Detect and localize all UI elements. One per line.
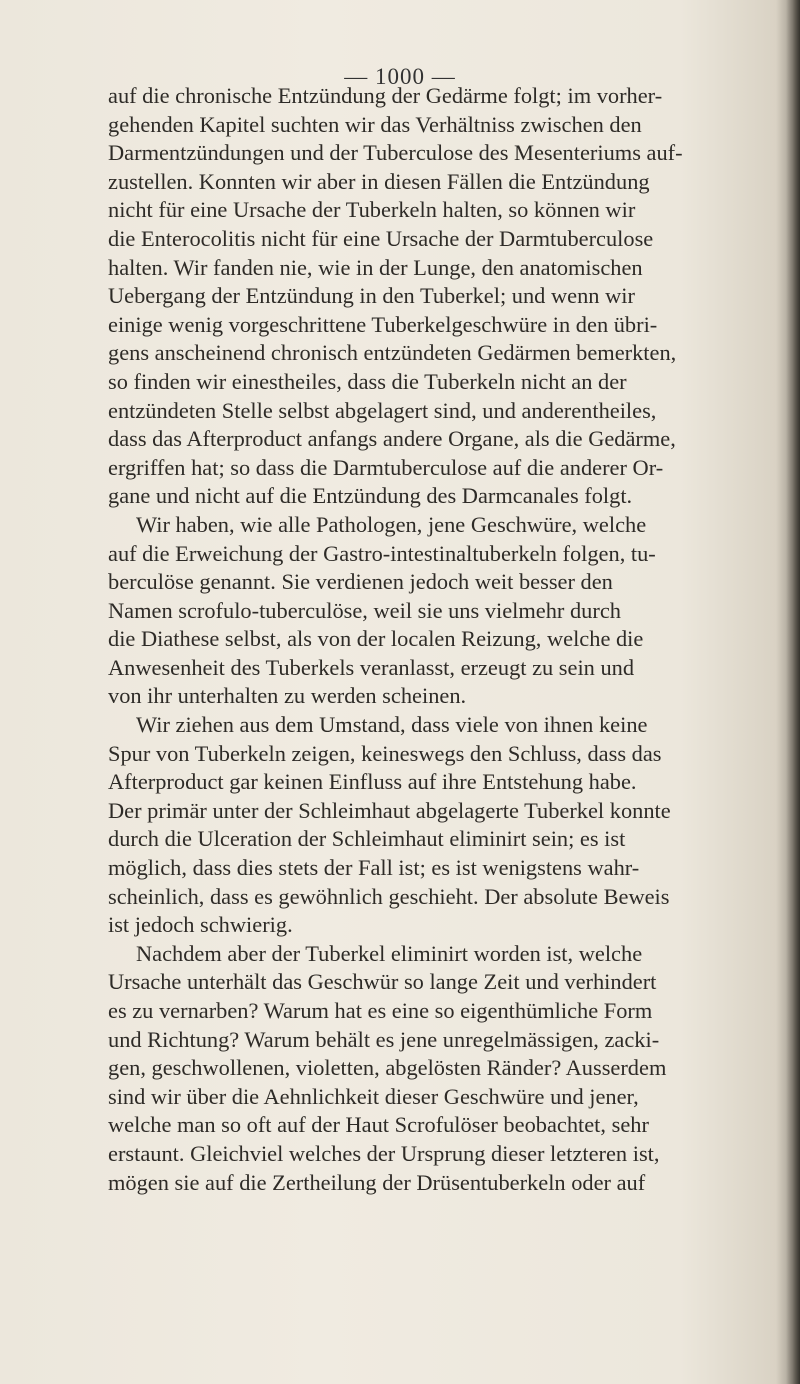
text-line: entzündeten Stelle selbst abgelagert sind, und anderentheiles,	[108, 397, 657, 423]
text-line: Ursache unterhält das Geschwür so lange Zeit und verhindert	[108, 969, 657, 995]
text-line: einige wenig vorgeschrittene Tuberkelgeschwüre in den übri-	[108, 311, 658, 337]
text-line: gehenden Kapitel suchten wir das Verhältniss zwischen den	[108, 111, 642, 137]
text-line: scheinlich, dass es gewöhnlich geschieht. Der absolute Beweis	[108, 883, 670, 909]
text-line: Wir haben, wie alle Pathologen, jene Geschwüre, welche	[136, 511, 647, 537]
text-line: die Enterocolitis nicht für eine Ursache der Darmtuberculose	[108, 225, 654, 251]
text-line: welche man so oft auf der Haut Scrofulöser beobachtet, sehr	[108, 1112, 649, 1138]
text-line: Darmentzündungen und der Tuberculose des Mesenteriums auf-	[108, 140, 683, 166]
text-line: und Richtung? Warum behält es jene unregelmässigen, zacki-	[108, 1026, 660, 1052]
text-line: von ihr unterhalten zu werden scheinen.	[108, 683, 467, 709]
text-line: zustellen. Konnten wir aber in diesen Fällen die Entzündung	[108, 168, 650, 194]
text-line: gens anscheinend chronisch entzündeten Gedärmen bemerkten,	[108, 340, 677, 366]
text-line: möglich, dass dies stets der Fall ist; es ist wenigstens wahr-	[108, 855, 640, 881]
text-line: mögen sie auf die Zertheilung der Drüsentuberkeln oder auf	[108, 1169, 646, 1195]
body-text	[108, 82, 788, 1197]
text-line: sind wir über die Aehnlichkeit dieser Geschwüre und jener,	[108, 1083, 639, 1109]
text-line: ist jedoch schwierig.	[108, 912, 293, 938]
text-line: Afterproduct gar keinen Einfluss auf ihre Entstehung habe.	[108, 769, 637, 795]
text-line: auf die chronische Entzündung der Gedärme folgt; im vorher-	[108, 83, 663, 108]
text-line: Spur von Tuberkeln zeigen, keineswegs den Schluss, dass das	[108, 740, 662, 766]
text-line: dass das Afterproduct anfangs andere Organe, als die Gedärme,	[108, 426, 676, 452]
text-line: gen, geschwollenen, violetten, abgelösten Ränder? Ausserdem	[108, 1055, 667, 1081]
text-line: erstaunt. Gleichviel welches der Ursprung dieser letzteren ist,	[108, 1140, 660, 1166]
text-line: halten. Wir fanden nie, wie in der Lunge, den anatomischen	[108, 254, 643, 280]
text-line: auf die Erweichung der Gastro-intestinaltuberkeln folgen, tu-	[108, 540, 656, 566]
text-line: die Diathese selbst, als von der localen Reizung, welche die	[108, 626, 644, 652]
text-line: Anwesenheit des Tuberkels veranlasst, erzeugt zu sein und	[108, 654, 635, 680]
text-line: ergriffen hat; so dass die Darmtuberculose auf die anderer Or-	[108, 454, 664, 480]
text-line: durch die Ulceration der Schleimhaut eliminirt sein; es ist	[108, 826, 626, 852]
text-line: nicht für eine Ursache der Tuberkeln halten, so können wir	[108, 197, 636, 223]
text-line: Der primär unter der Schleimhaut abgelagerte Tuberkel konnte	[108, 797, 671, 823]
text-line: Wir ziehen aus dem Umstand, dass viele von ihnen keine	[136, 712, 648, 738]
text-line: so finden wir einestheiles, dass die Tuberkeln nicht an der	[108, 368, 627, 394]
text-line: berculöse genannt. Sie verdienen jedoch weit besser den	[108, 569, 613, 595]
page-number-header: — 1000 —	[344, 64, 456, 89]
text-line: Uebergang der Entzündung in den Tuberkel; und wenn wir	[108, 283, 635, 309]
text-line: es zu vernarben? Warum hat es eine so eigenthümliche Form	[108, 998, 653, 1023]
text-line: gane und nicht auf die Entzündung des Darmcanales folgt.	[108, 483, 633, 509]
text-line: Nachdem aber der Tuberkel eliminirt worden ist, welche	[136, 940, 643, 966]
text-line: Namen scrofulo-tuberculöse, weil sie uns vielmehr durch	[108, 597, 621, 623]
page-edge-shadow	[786, 0, 800, 1384]
